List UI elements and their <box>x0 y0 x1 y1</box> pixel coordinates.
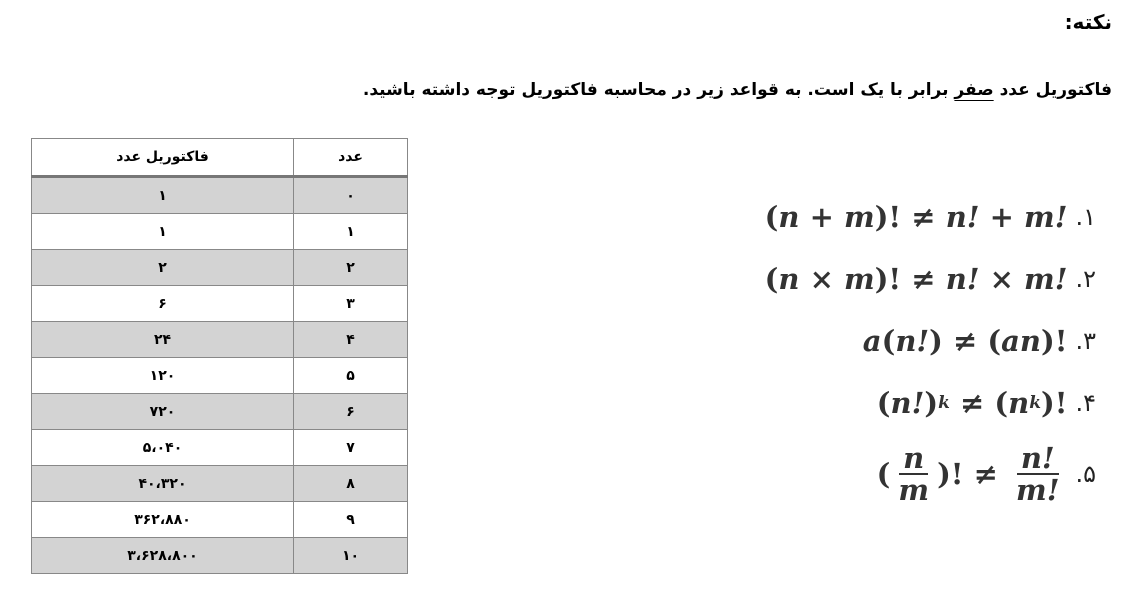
rule-5-formula: ( $\frac{n}{m}$ )! ≠ $\frac{n!}{m!}$ <box>877 443 1068 506</box>
cell-number: ۵ <box>294 358 408 394</box>
table-row <box>32 322 408 358</box>
cell-factorial: ۶ <box>32 286 294 322</box>
table-row <box>32 430 408 466</box>
fraction-nfact-over-mfact: $\frac{n!}{m!}$ <box>1016 440 1060 507</box>
intro-highlight-word: صفر <box>954 80 994 100</box>
table-row <box>32 502 408 538</box>
rule-1 <box>676 186 1096 248</box>
cell-factorial: ۲ <box>32 250 294 286</box>
cell-number: ۴ <box>294 322 408 358</box>
rule-4-formula: ( n! ) k ≠ ( n k )! <box>876 386 1068 420</box>
rule-number: ۴. <box>1075 389 1096 417</box>
cell-number: ۹ <box>294 502 408 538</box>
cell-factorial: ۲۴ <box>32 322 294 358</box>
cell-factorial: ۱ <box>32 214 294 250</box>
cell-number: ۲ <box>294 250 408 286</box>
cell-factorial: ۳،۶۲۸،۸۰۰ <box>32 538 294 574</box>
cell-number: ۱ <box>294 214 408 250</box>
table-row <box>32 250 408 286</box>
cell-factorial: ۴۰،۳۲۰ <box>32 466 294 502</box>
table-row <box>32 358 408 394</box>
header-number: عدد <box>294 139 408 177</box>
intro-paragraph <box>363 80 1112 100</box>
rule-number: ۳. <box>1075 327 1096 355</box>
rule-2-formula: ( n × m )! ≠ n! × m! <box>764 262 1068 296</box>
table-row <box>32 538 408 574</box>
rule-3 <box>676 310 1096 372</box>
cell-factorial: ۱ <box>32 177 294 214</box>
rule-4 <box>676 372 1096 434</box>
table-row <box>32 466 408 502</box>
cell-number: ۷ <box>294 430 408 466</box>
rule-5 <box>676 434 1096 514</box>
rule-number: ۱. <box>1075 203 1096 231</box>
cell-number: ۳ <box>294 286 408 322</box>
intro-text-before: فاکتوریل عدد <box>993 80 1112 100</box>
rule-2 <box>676 248 1096 310</box>
cell-factorial: ۳۶۲،۸۸۰ <box>32 502 294 538</box>
cell-number: ۸ <box>294 466 408 502</box>
cell-factorial: ۵،۰۴۰ <box>32 430 294 466</box>
table-header-row <box>32 139 408 177</box>
table-row <box>32 394 408 430</box>
rule-number: ۲. <box>1075 265 1096 293</box>
rule-1-formula: ( n + m )! ≠ n! + m! <box>764 200 1068 234</box>
header-factorial: فاکتوریل عدد <box>32 139 294 177</box>
rule-3-formula: a ( n! ) ≠ ( an )! <box>862 324 1068 358</box>
cell-number: ۰ <box>294 177 408 214</box>
intro-text-after: برابر با یک است. به قواعد زیر در محاسبه فاکتوریل توجه داشته باشید. <box>362 80 955 100</box>
table-row <box>32 286 408 322</box>
factorial-table <box>31 138 408 574</box>
cell-number: ۶ <box>294 394 408 430</box>
cell-factorial: ۷۲۰ <box>32 394 294 430</box>
fraction-n-over-m: $\frac{n}{m}$ <box>898 440 930 507</box>
table-row <box>32 177 408 214</box>
note-heading: نکته: <box>1064 10 1112 34</box>
rule-number: ۵. <box>1075 460 1096 488</box>
table-row <box>32 214 408 250</box>
cell-number: ۱۰ <box>294 538 408 574</box>
cell-factorial: ۱۲۰ <box>32 358 294 394</box>
factorial-rules-list <box>676 186 1096 514</box>
